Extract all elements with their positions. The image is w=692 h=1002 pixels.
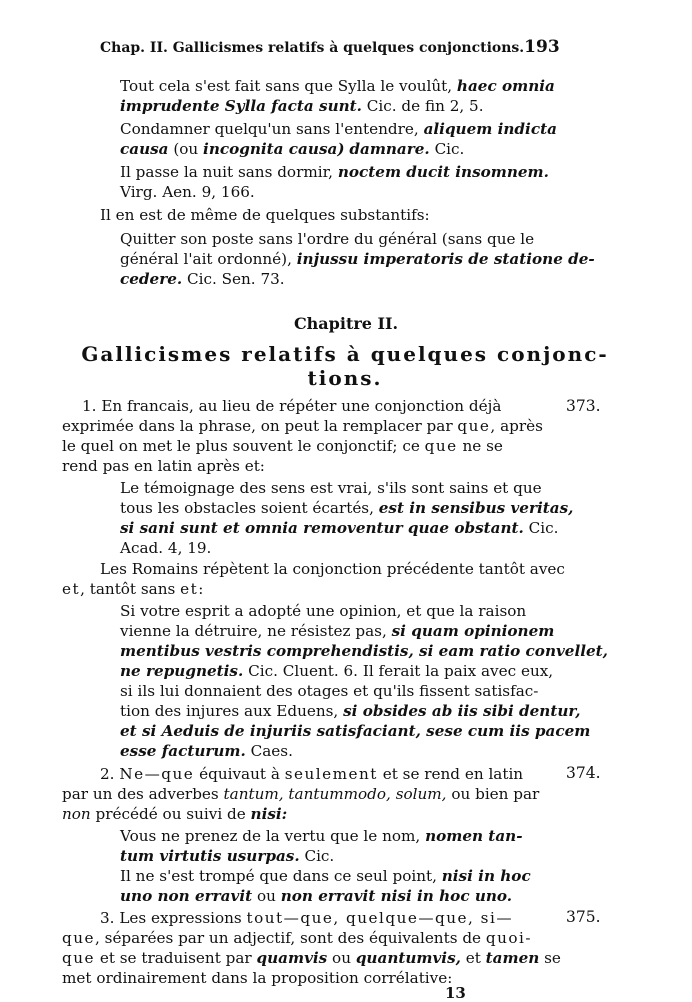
signature-mark: 13 [445,984,466,1002]
text: , séparées par un adjectif, sont des équivalents de [95,929,482,947]
citation: Cic. [434,140,465,158]
latin-text: si sani sunt et omnia removentur quae obstant. [120,519,524,537]
french-text: général l'ait ordonné), [120,250,292,268]
page-number: 193 [524,37,560,57]
text: équivaut à [199,765,280,783]
latin-text: incognita causa) [203,140,345,158]
citation: Cic. [528,519,559,537]
text: ne se [462,437,503,455]
latin-text: aliquem indicta [423,120,557,138]
latin-text: si quam opinionem [391,622,555,640]
margin-number: 374. [566,764,601,782]
example-line [120,269,285,289]
french-text: tous les obstacles soient écartés, [120,499,374,517]
text: le quel on met le plus souvent le conjonctif; ce [62,437,420,455]
example-line: Acad. 4, 19. [120,539,212,557]
french-text: Tout cela s'est fait sans que Sylla le voulût, [120,77,453,95]
paragraph-line [100,908,513,928]
latin-text: esse facturum. [120,742,246,760]
latin-text: cedere. [120,270,183,288]
example-line [120,701,581,721]
paragraph-line: Les Romains répètent la conjonction précédente tantôt avec [100,560,565,578]
text: et [465,949,481,967]
citation: Virg. Aen. 9, 166. [120,183,255,201]
text: , après [490,417,543,435]
citation: Cic. [304,847,335,865]
text: par un des adverbes [62,785,219,803]
example-line [120,621,554,641]
french-text: Il passe la nuit sans dormir, [120,163,334,181]
paragraph-line: met ordinairement dans la proposition corrélative: [62,969,453,987]
example-line: Si votre esprit a adopté une opinion, et que la raison [120,602,527,620]
french-text: ou [256,887,276,905]
example-line [120,162,549,182]
example-line [120,741,293,761]
example-line [120,846,334,866]
latin-text: nisi: [250,805,288,823]
spaced-word: et [62,580,81,598]
latin-text: imprudente Sylla facta sunt. [120,97,362,115]
example-line: Quitter son poste sans l'ordre du général (sans que le [120,230,535,248]
text: ou bien par [451,785,540,803]
citation: Cic. Sen. 73. [186,270,285,288]
french-text: Vous ne prenez de la vertu que le nom, [120,827,421,845]
latin-text: causa [120,140,169,158]
spaced-word: tout—que, quelque—que, si— [246,909,514,927]
spaced-word: que [457,417,491,435]
text: 2. [100,765,115,783]
french-text: Il ne s'est trompé que dans ce seul point, [120,867,437,885]
example-line [120,96,484,116]
latin-text: ne repugnetis. [120,662,244,680]
latin-text: nisi in hoc [441,867,531,885]
latin-text: uno non erravit [120,887,253,905]
example-line [120,826,523,846]
paragraph-line: Il en est de même de quelques substantifs: [100,206,430,224]
french-text: Condamner quelqu'un sans l'entendre, [120,120,419,138]
latin-text: noctem ducit insomnem. [337,163,549,181]
latin-text: non [62,805,91,823]
paragraph-line [62,928,532,948]
latin-text: haec omnia [456,77,555,95]
paragraph-line [62,579,203,599]
example-line [120,249,595,269]
example-line [120,182,255,202]
spaced-word: que [62,949,95,967]
text: précédé ou suivi de [95,805,246,823]
example-line [120,866,531,886]
example-line [120,518,558,538]
margin-number: 373. [566,397,601,415]
latin-text: et si Aeduis de injuriis satisfaciant, sese cum iis pacem [120,722,591,740]
text: : [198,580,204,598]
example-line [120,498,573,518]
chapter-title: Gallicismes relatifs à quelques conjonc- [81,342,609,366]
latin-text: tantum, tantummodo, solum, [223,785,447,803]
latin-text: damnare. [349,140,430,158]
latin-text: est in sensibus veritas, [378,499,574,517]
citation: Caes. [250,742,293,760]
text: et se rend en latin [382,765,524,783]
latin-text: nomen tan- [425,827,523,845]
latin-text: si obsides ab iis sibi dentur, [343,702,581,720]
paragraph-line [62,436,503,456]
paragraph-line [62,804,287,824]
citation: Cic. de fin 2, 5. [366,97,484,115]
latin-text: quamvis [256,949,328,967]
running-header [100,37,560,58]
paragraph-line [62,784,539,804]
spaced-word: seulement [284,765,378,783]
text: , tantôt sans [80,580,176,598]
example-line [120,119,557,139]
text: ou [332,949,351,967]
paragraph-line [62,416,543,436]
spaced-word: Ne—que [119,765,195,783]
french-text: (ou [173,140,199,158]
example-line [120,139,464,159]
paragraph-line: rend pas en latin après et: [62,457,265,475]
spaced-word: que [62,929,95,947]
text: se [544,949,561,967]
paragraph-line: 1. En francais, au lieu de répéter une conjonction déjà [82,397,502,415]
latin-text: tamen [485,949,540,967]
example-line [120,661,553,681]
chapter-title: tions. [307,366,383,390]
text: 3. Les expressions [100,909,242,927]
text: et se traduisent par [99,949,252,967]
example-line [120,76,555,96]
example-line: si ils lui donnaient des otages et qu'ils fissent satisfac- [120,682,539,700]
text: exprimée dans la phrase, on peut la remplacer par [62,417,453,435]
spaced-word: et [180,580,199,598]
latin-text: tum virtutis usurpas. [120,847,300,865]
french-text: vienne la détruire, ne résistez pas, [120,622,387,640]
margin-number: 375. [566,908,601,926]
spaced-word: que [424,437,458,455]
example-line: Le témoignage des sens est vrai, s'ils sont sains et que [120,479,542,497]
paragraph-line [62,948,561,968]
latin-text: mentibus vestris comprehendistis, si eam ratio convellet, [120,642,608,660]
spaced-word: quoi- [485,929,532,947]
running-title: Chap. II. Gallicismes relatifs à quelques conjonctions. [100,40,525,56]
latin-text: non erravit nisi in hoc uno. [280,887,513,905]
french-text: Cic. Cluent. 6. Il ferait la paix avec eux, [248,662,554,680]
latin-text: injussu imperatoris de statione de- [296,250,595,268]
paragraph-line [100,764,523,784]
example-line [120,886,512,906]
latin-text: quantumvis, [355,949,461,967]
chapter-label: Chapitre II. [293,314,399,333]
french-text: tion des injures aux Eduens, [120,702,339,720]
